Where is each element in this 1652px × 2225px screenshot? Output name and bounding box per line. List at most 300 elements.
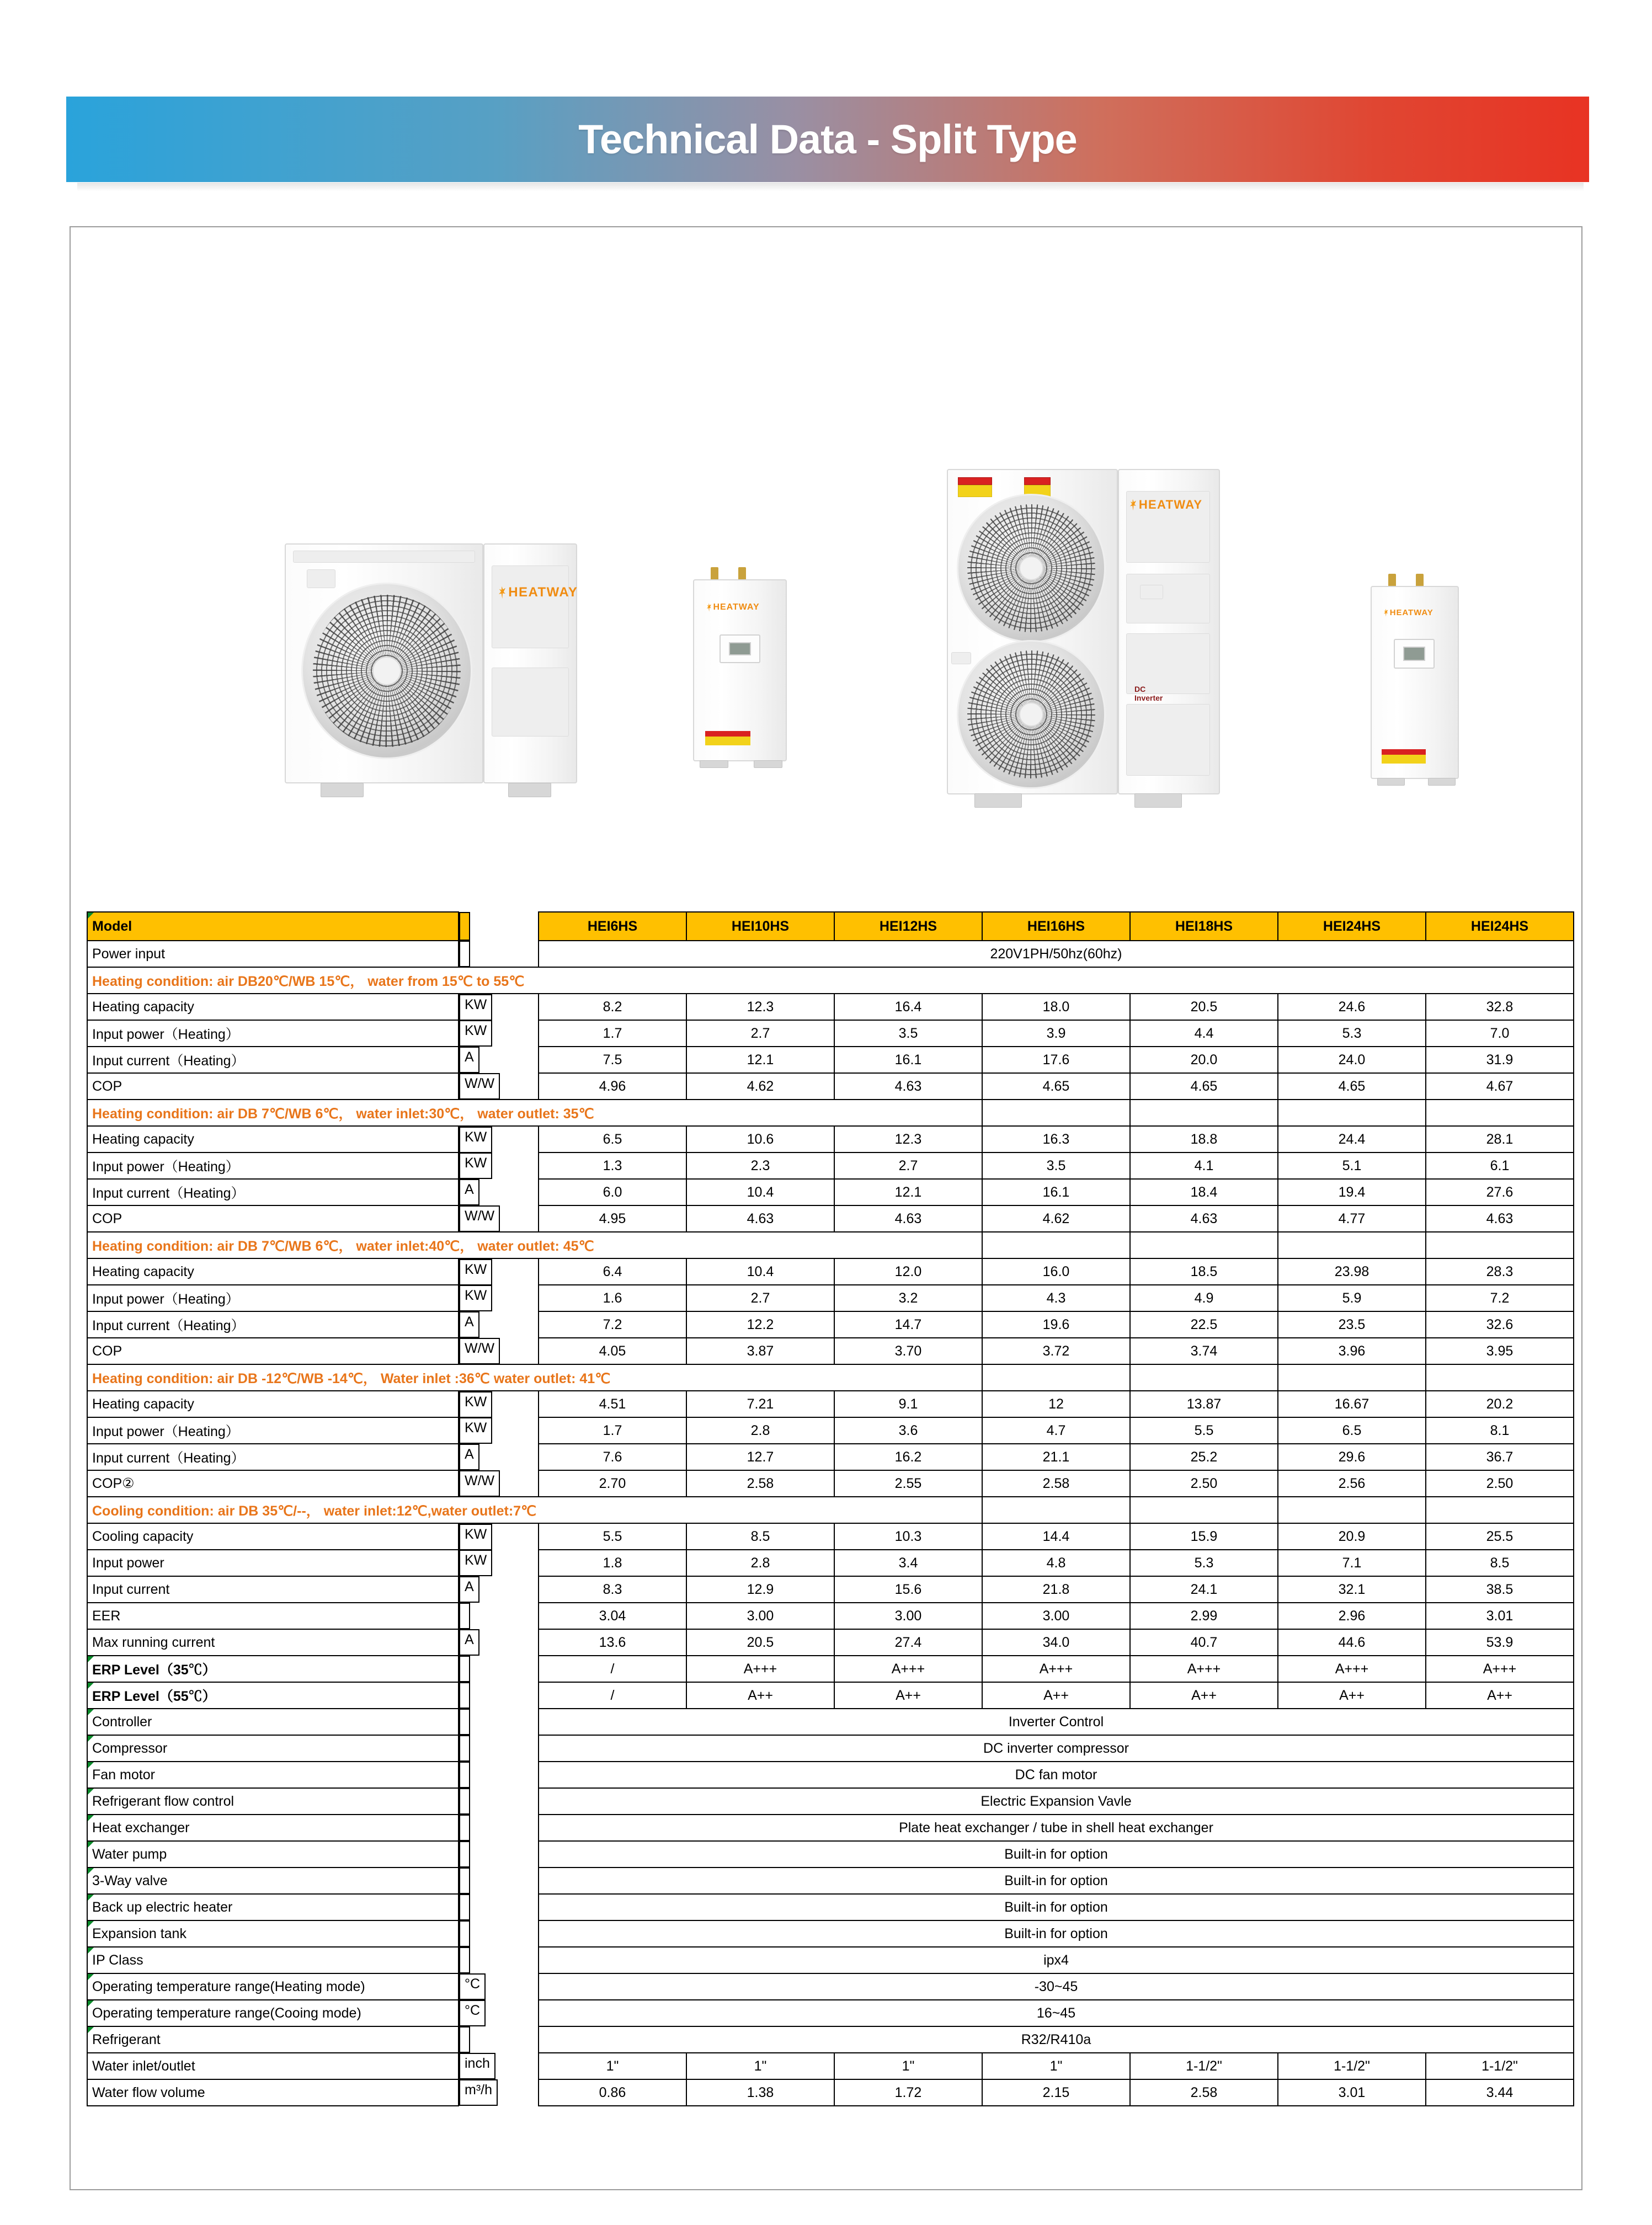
table-row	[87, 1020, 1574, 1047]
header-unit-cell	[459, 912, 470, 941]
header-model-4: HEI18HS	[1130, 912, 1278, 941]
row-unit: KW	[459, 1550, 492, 1576]
row-value-6: 27.6	[1426, 1179, 1574, 1205]
row-label: Heating capacity	[87, 1126, 459, 1152]
row-value-0: 1.3	[539, 1152, 686, 1179]
section-filler	[1426, 1100, 1574, 1126]
row-label: Back up electric heater	[87, 1894, 459, 1920]
row-value-0: 0.86	[539, 2079, 686, 2106]
row-value-1: 12.3	[686, 994, 834, 1020]
table-row	[87, 1550, 1574, 1576]
header-model-0: HEI6HS	[539, 912, 686, 941]
row-unit: m³/h	[459, 2079, 498, 2106]
row-unit	[459, 1735, 470, 1762]
heatway-logo-indoor-left: HEATWAY	[707, 602, 760, 612]
row-value-1: 12.2	[686, 1311, 834, 1338]
table-row	[87, 1867, 1574, 1894]
section-title: Heating condition: air DB20℃/WB 15℃， water from 15℃ to 55℃	[87, 967, 1574, 994]
row-value-1: 10.4	[686, 1258, 834, 1285]
table-row	[87, 1576, 1574, 1603]
row-value-merged: 16~45	[539, 2000, 1574, 2026]
row-value-1: 2.58	[686, 1470, 834, 1497]
row-value-5: 4.65	[1278, 1073, 1426, 1100]
section-filler	[1130, 1364, 1278, 1391]
row-label: Input current	[87, 1576, 459, 1603]
table-row	[87, 1841, 1574, 1867]
row-value-1: A+++	[686, 1656, 834, 1682]
warning-label-red-2	[1024, 477, 1051, 485]
row-value-1: 10.6	[686, 1126, 834, 1152]
row-label: Input power（Heating）	[87, 1020, 459, 1047]
table-row	[87, 1047, 1574, 1073]
row-value-merged: Built-in for option	[539, 1894, 1574, 1920]
row-value-0: /	[539, 1656, 686, 1682]
row-value-3: 4.65	[982, 1073, 1130, 1100]
row-value-merged: Plate heat exchanger / tube in shell heat exchanger	[539, 1815, 1574, 1841]
row-unit: KW	[459, 994, 492, 1021]
row-value-4: 18.5	[1130, 1258, 1278, 1285]
row-label: 3-Way valve	[87, 1867, 459, 1894]
row-value-1: 4.63	[686, 1205, 834, 1232]
row-value-0: 1.7	[539, 1020, 686, 1047]
row-value-2: 27.4	[834, 1629, 982, 1656]
row-value-5: 32.1	[1278, 1576, 1426, 1603]
row-value-6: 6.1	[1426, 1152, 1574, 1179]
section-header-row	[87, 1232, 1574, 1258]
header-model-5: HEI24HS	[1278, 912, 1426, 941]
row-value-4: 20.0	[1130, 1047, 1278, 1073]
table-row	[87, 1205, 1574, 1232]
row-value-2: 16.2	[834, 1444, 982, 1470]
controller-display-left	[720, 634, 760, 663]
table-row	[87, 1417, 1574, 1444]
banner-shadow	[77, 183, 1584, 191]
heatway-logo-right: HEATWAY	[1130, 498, 1202, 512]
row-value-1: 2.8	[686, 1550, 834, 1576]
row-value-4: A++	[1130, 1682, 1278, 1709]
row-value-1: 1"	[686, 2053, 834, 2079]
row-unit: °C	[459, 1973, 486, 2000]
row-label: Input power	[87, 1550, 459, 1576]
sun-icon	[1384, 609, 1388, 616]
table-row	[87, 941, 1574, 967]
section-header-row	[87, 1497, 1574, 1523]
row-value-merged: R32/R410a	[539, 2026, 1574, 2053]
row-unit: KW	[459, 1020, 492, 1047]
section-title: Cooling condition: air DB 35℃/--， water inlet:12℃,water outlet:7℃	[87, 1497, 982, 1523]
header-model-3: HEI16HS	[982, 912, 1130, 941]
row-value-4: 15.9	[1130, 1523, 1278, 1550]
row-value-1: 2.3	[686, 1152, 834, 1179]
row-value-6: 7.0	[1426, 1020, 1574, 1047]
row-value-4: 4.65	[1130, 1073, 1278, 1100]
row-value-4: 4.9	[1130, 1285, 1278, 1311]
table-row	[87, 1920, 1574, 1947]
dc-inverter-badge: DC Inverter	[1134, 685, 1163, 702]
row-unit: KW	[459, 1259, 492, 1285]
row-unit: A	[459, 1179, 479, 1205]
row-unit	[459, 941, 470, 967]
row-label: ERP Level（35℃）	[87, 1656, 459, 1682]
row-value-0: 7.2	[539, 1311, 686, 1338]
row-value-0: 4.95	[539, 1205, 686, 1232]
row-value-5: 24.0	[1278, 1047, 1426, 1073]
row-value-4: 5.3	[1130, 1550, 1278, 1576]
section-filler	[982, 1100, 1130, 1126]
row-label: Input current（Heating）	[87, 1047, 459, 1073]
row-value-6: 53.9	[1426, 1629, 1574, 1656]
row-value-4: 4.1	[1130, 1152, 1278, 1179]
row-value-4: 22.5	[1130, 1311, 1278, 1338]
row-label: Input power（Heating）	[87, 1285, 459, 1311]
row-value-1: 2.7	[686, 1020, 834, 1047]
row-value-0: 1.7	[539, 1417, 686, 1444]
row-value-5: 4.77	[1278, 1205, 1426, 1232]
row-value-6: 31.9	[1426, 1047, 1574, 1073]
row-value-6: 3.95	[1426, 1338, 1574, 1364]
row-value-4: 18.8	[1130, 1126, 1278, 1152]
row-value-2: 2.7	[834, 1152, 982, 1179]
row-value-4: 4.63	[1130, 1205, 1278, 1232]
row-value-1: 12.1	[686, 1047, 834, 1073]
row-value-3: 21.8	[982, 1576, 1130, 1603]
row-value-2: A++	[834, 1682, 982, 1709]
controller-display-right	[1394, 639, 1435, 669]
section-filler	[1130, 1497, 1278, 1523]
row-value-2: 2.55	[834, 1470, 982, 1497]
caution-label-left	[705, 731, 750, 745]
row-unit	[459, 1947, 470, 1973]
row-value-3: 19.6	[982, 1311, 1130, 1338]
table-row	[87, 1603, 1574, 1629]
header-model-2: HEI12HS	[834, 912, 982, 941]
header-model-6: HEI24HS	[1426, 912, 1574, 941]
table-row	[87, 1788, 1574, 1815]
row-value-merged: DC inverter compressor	[539, 1735, 1574, 1762]
row-unit: A	[459, 1444, 479, 1470]
row-value-5: 5.9	[1278, 1285, 1426, 1311]
row-value-6: 20.2	[1426, 1391, 1574, 1417]
header-model-label: Model	[87, 912, 459, 941]
row-value-2: A+++	[834, 1656, 982, 1682]
sun-icon	[1130, 499, 1136, 511]
row-value-5: 20.9	[1278, 1523, 1426, 1550]
section-filler	[1130, 1100, 1278, 1126]
row-value-6: 28.3	[1426, 1258, 1574, 1285]
row-label: COP	[87, 1338, 459, 1364]
warning-label-red-1	[958, 477, 992, 485]
row-value-3: 17.6	[982, 1047, 1130, 1073]
technical-data-table	[87, 911, 1574, 2106]
row-label: COP	[87, 1073, 459, 1100]
row-value-3: 4.3	[982, 1285, 1130, 1311]
section-filler	[982, 1364, 1130, 1391]
row-unit	[459, 1894, 470, 1920]
row-value-0: 4.96	[539, 1073, 686, 1100]
row-value-5: 24.6	[1278, 994, 1426, 1020]
row-unit: A	[459, 1047, 479, 1073]
row-value-6: 8.1	[1426, 1417, 1574, 1444]
row-label: Operating temperature range(Heating mode)	[87, 1973, 459, 2000]
row-unit	[459, 1815, 470, 1841]
row-unit: KW	[459, 1524, 492, 1550]
row-value-3: A+++	[982, 1656, 1130, 1682]
row-unit	[459, 1682, 470, 1709]
row-label: Water flow volume	[87, 2079, 459, 2106]
row-value-4: 18.4	[1130, 1179, 1278, 1205]
row-value-0: 8.3	[539, 1576, 686, 1603]
row-label: Controller	[87, 1709, 459, 1735]
row-value-1: 4.62	[686, 1073, 834, 1100]
table-row	[87, 1973, 1574, 2000]
row-unit: A	[459, 1311, 479, 1338]
row-value-3: 16.1	[982, 1179, 1130, 1205]
row-value-2: 4.63	[834, 1205, 982, 1232]
row-value-3: 4.7	[982, 1417, 1130, 1444]
row-value-0: 6.5	[539, 1126, 686, 1152]
section-filler	[1278, 1100, 1426, 1126]
row-value-5: 5.1	[1278, 1152, 1426, 1179]
row-value-3: 18.0	[982, 994, 1130, 1020]
row-value-5: 44.6	[1278, 1629, 1426, 1656]
table-row	[87, 1682, 1574, 1709]
row-value-2: 1"	[834, 2053, 982, 2079]
row-value-2: 4.63	[834, 1073, 982, 1100]
row-label: Refrigerant	[87, 2026, 459, 2053]
row-label: Input current（Heating）	[87, 1444, 459, 1470]
section-header-row	[87, 1364, 1574, 1391]
row-value-5: 7.1	[1278, 1550, 1426, 1576]
warning-label-yellow-1	[958, 485, 992, 497]
row-value-1: 7.21	[686, 1391, 834, 1417]
row-value-6: 3.01	[1426, 1603, 1574, 1629]
row-value-merged: Inverter Control	[539, 1709, 1574, 1735]
row-unit	[459, 1867, 470, 1894]
table-row	[87, 1126, 1574, 1152]
row-label: Water inlet/outlet	[87, 2053, 459, 2079]
row-value-4: 20.5	[1130, 994, 1278, 1020]
header-model-1: HEI10HS	[686, 912, 834, 941]
row-value-2: 12.3	[834, 1126, 982, 1152]
row-unit	[459, 1762, 470, 1788]
row-value-2: 12.1	[834, 1179, 982, 1205]
row-value-4: 25.2	[1130, 1444, 1278, 1470]
row-label: Input power（Heating）	[87, 1417, 459, 1444]
row-value-3: 4.62	[982, 1205, 1130, 1232]
row-label: Operating temperature range(Cooing mode)	[87, 2000, 459, 2026]
row-unit: A	[459, 1629, 479, 1656]
row-value-1: 10.4	[686, 1179, 834, 1205]
table-header-row	[87, 912, 1574, 941]
table-row	[87, 1311, 1574, 1338]
section-title: Heating condition: air DB 7℃/WB 6℃， water inlet:40℃， water outlet: 45℃	[87, 1232, 982, 1258]
row-value-5: 2.96	[1278, 1603, 1426, 1629]
table-row	[87, 1629, 1574, 1656]
row-value-3: 14.4	[982, 1523, 1130, 1550]
sun-icon	[499, 586, 505, 599]
row-label: Input current（Heating）	[87, 1179, 459, 1205]
row-value-1: 2.7	[686, 1285, 834, 1311]
table-row	[87, 1152, 1574, 1179]
section-filler	[1278, 1232, 1426, 1258]
row-value-6: 38.5	[1426, 1576, 1574, 1603]
row-value-4: 2.50	[1130, 1470, 1278, 1497]
row-unit	[459, 1920, 470, 1947]
row-value-2: 16.1	[834, 1047, 982, 1073]
row-unit	[459, 1709, 470, 1735]
row-value-2: 14.7	[834, 1311, 982, 1338]
row-value-5: 5.3	[1278, 1020, 1426, 1047]
row-value-2: 10.3	[834, 1523, 982, 1550]
row-value-0: 5.5	[539, 1523, 686, 1550]
row-label: Heat exchanger	[87, 1815, 459, 1841]
row-value-merged: Built-in for option	[539, 1920, 1574, 1947]
row-value-2: 3.70	[834, 1338, 982, 1364]
row-value-0: 4.05	[539, 1338, 686, 1364]
row-value-6: 1-1/2"	[1426, 2053, 1574, 2079]
row-label: Heating capacity	[87, 1258, 459, 1285]
row-value-3: 21.1	[982, 1444, 1130, 1470]
section-filler	[982, 1497, 1130, 1523]
table-row	[87, 2026, 1574, 2053]
page-header-banner	[66, 97, 1589, 182]
row-unit: inch	[459, 2053, 495, 2079]
row-value-3: 12	[982, 1391, 1130, 1417]
row-value-4: 40.7	[1130, 1629, 1278, 1656]
row-unit	[459, 1656, 470, 1682]
table-row	[87, 994, 1574, 1020]
row-value-5: 6.5	[1278, 1417, 1426, 1444]
row-value-0: 6.0	[539, 1179, 686, 1205]
row-value-3: 3.9	[982, 1020, 1130, 1047]
row-label: Heating capacity	[87, 1391, 459, 1417]
row-value-2: 1.72	[834, 2079, 982, 2106]
row-label: Compressor	[87, 1735, 459, 1762]
table-row	[87, 1338, 1574, 1364]
row-value-4: 13.87	[1130, 1391, 1278, 1417]
row-unit	[459, 1841, 470, 1867]
row-label: IP Class	[87, 1947, 459, 1973]
section-filler	[1278, 1364, 1426, 1391]
row-unit: KW	[459, 1285, 492, 1311]
row-label: COP	[87, 1205, 459, 1232]
page-title: Technical Data - Split Type	[578, 116, 1077, 162]
row-value-3: 16.0	[982, 1258, 1130, 1285]
row-value-6: 32.6	[1426, 1311, 1574, 1338]
row-value-3: A++	[982, 1682, 1130, 1709]
row-value-4: 3.74	[1130, 1338, 1278, 1364]
row-label: Expansion tank	[87, 1920, 459, 1947]
row-value-6: 32.8	[1426, 994, 1574, 1020]
row-value-5: 2.56	[1278, 1470, 1426, 1497]
row-value-5: 23.98	[1278, 1258, 1426, 1285]
table-row	[87, 1073, 1574, 1100]
row-value-5: 19.4	[1278, 1179, 1426, 1205]
table-row	[87, 1523, 1574, 1550]
row-value-3: 3.5	[982, 1152, 1130, 1179]
caution-label-right	[1382, 749, 1426, 764]
row-value-0: /	[539, 1682, 686, 1709]
row-value-6: 25.5	[1426, 1523, 1574, 1550]
row-value-6: 4.67	[1426, 1073, 1574, 1100]
row-value-1: 3.87	[686, 1338, 834, 1364]
row-value-2: 3.00	[834, 1603, 982, 1629]
row-value-0: 6.4	[539, 1258, 686, 1285]
table-row	[87, 1179, 1574, 1205]
row-label: Cooling capacity	[87, 1523, 459, 1550]
row-value-5: 1-1/2"	[1278, 2053, 1426, 2079]
table-row	[87, 1656, 1574, 1682]
row-value-0: 7.5	[539, 1047, 686, 1073]
row-value-2: 3.6	[834, 1417, 982, 1444]
row-value-1: 20.5	[686, 1629, 834, 1656]
row-value-2: 15.6	[834, 1576, 982, 1603]
row-unit: W/W	[459, 1073, 500, 1100]
table-body	[87, 912, 1574, 2106]
row-value-5: 23.5	[1278, 1311, 1426, 1338]
table-row	[87, 1947, 1574, 1973]
row-value-6: A+++	[1426, 1656, 1574, 1682]
row-value-4: 24.1	[1130, 1576, 1278, 1603]
row-value-3: 2.58	[982, 1470, 1130, 1497]
row-value-merged: 220V1PH/50hz(60hz)	[539, 941, 1574, 967]
row-value-3: 16.3	[982, 1126, 1130, 1152]
row-value-5: 29.6	[1278, 1444, 1426, 1470]
row-unit: KW	[459, 1152, 492, 1179]
table-row	[87, 1894, 1574, 1920]
row-value-1: 1.38	[686, 2079, 834, 2106]
row-value-6: 2.50	[1426, 1470, 1574, 1497]
section-header-row	[87, 1100, 1574, 1126]
section-filler	[1426, 1232, 1574, 1258]
row-value-1: 12.9	[686, 1576, 834, 1603]
row-unit: W/W	[459, 1338, 500, 1364]
row-value-6: 3.44	[1426, 2079, 1574, 2106]
row-value-4: 1-1/2"	[1130, 2053, 1278, 2079]
row-label: Input current（Heating）	[87, 1311, 459, 1338]
row-label: Water pump	[87, 1841, 459, 1867]
row-label: Input power（Heating）	[87, 1152, 459, 1179]
row-value-6: 4.63	[1426, 1205, 1574, 1232]
section-header-row	[87, 967, 1574, 994]
row-unit: KW	[459, 1417, 492, 1444]
row-unit	[459, 1603, 470, 1629]
table-row	[87, 1709, 1574, 1735]
row-value-merged: DC fan motor	[539, 1762, 1574, 1788]
section-filler	[1426, 1497, 1574, 1523]
row-value-6: A++	[1426, 1682, 1574, 1709]
row-value-merged: Built-in for option	[539, 1867, 1574, 1894]
section-filler	[1426, 1364, 1574, 1391]
row-label: EER	[87, 1603, 459, 1629]
row-value-2: 16.4	[834, 994, 982, 1020]
row-value-5: 16.67	[1278, 1391, 1426, 1417]
row-value-5: 24.4	[1278, 1126, 1426, 1152]
row-value-2: 3.4	[834, 1550, 982, 1576]
row-unit: KW	[459, 1127, 492, 1153]
row-value-1: 2.8	[686, 1417, 834, 1444]
product-photos	[70, 232, 1582, 888]
row-value-merged: -30~45	[539, 1973, 1574, 2000]
row-value-1: A++	[686, 1682, 834, 1709]
row-value-1: 3.00	[686, 1603, 834, 1629]
row-value-1: 8.5	[686, 1523, 834, 1550]
row-value-5: A+++	[1278, 1656, 1426, 1682]
row-unit: KW	[459, 1391, 492, 1418]
row-value-6: 28.1	[1426, 1126, 1574, 1152]
row-value-2: 9.1	[834, 1391, 982, 1417]
table-row	[87, 1815, 1574, 1841]
